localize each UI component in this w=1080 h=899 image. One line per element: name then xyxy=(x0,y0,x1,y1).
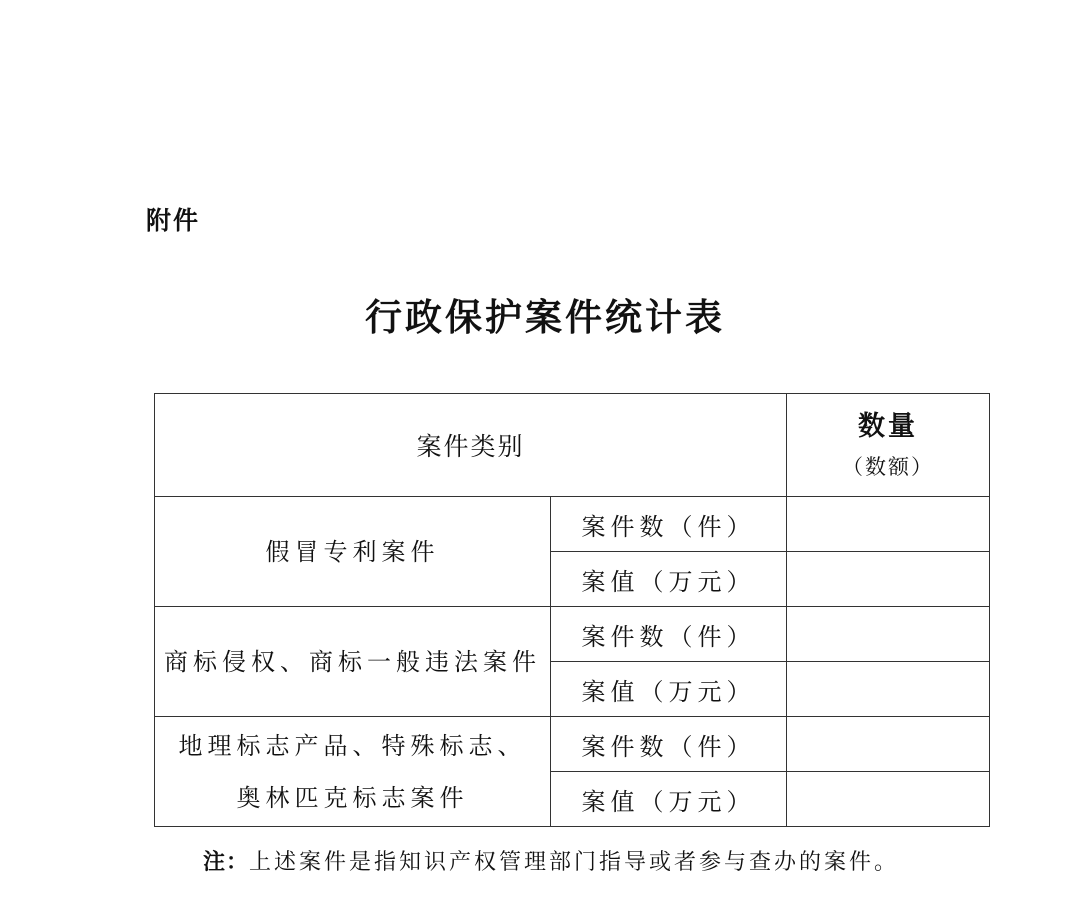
table-row xyxy=(155,717,990,772)
category-line: 商标侵权、商标一般违法案件 xyxy=(164,647,541,676)
footnote-text: 上述案件是指知识产权管理部门指导或者参与查办的案件。 xyxy=(249,850,900,875)
header-quantity xyxy=(787,394,990,497)
metric-cell: 案件数（件） xyxy=(551,607,787,662)
table-row xyxy=(155,607,990,662)
category-line: 假冒专利案件 xyxy=(265,537,440,566)
metric-cell: 案值（万元） xyxy=(551,552,787,607)
attachment-label: 附件 xyxy=(146,206,201,235)
header-category: 案件类别 xyxy=(155,394,787,497)
category-cell xyxy=(155,717,551,827)
value-cell xyxy=(787,552,990,607)
table-row xyxy=(155,497,990,552)
value-cell xyxy=(787,497,990,552)
value-cell xyxy=(787,717,990,772)
header-quantity-subtitle: （数额） xyxy=(842,455,935,479)
metric-cell: 案件数（件） xyxy=(551,497,787,552)
page-title: 行政保护案件统计表 xyxy=(365,296,725,339)
category-line: 地理标志产品、特殊标志、 xyxy=(178,731,527,760)
footnote xyxy=(203,846,899,880)
metric-cell: 案值（万元） xyxy=(551,772,787,827)
value-cell xyxy=(787,662,990,717)
footnote-label: 注： xyxy=(203,850,250,875)
category-cell xyxy=(155,497,551,607)
statistics-table xyxy=(154,393,990,827)
category-cell xyxy=(155,607,551,717)
header-quantity-title: 数量 xyxy=(858,411,919,442)
value-cell xyxy=(787,772,990,827)
category-line: 奥林匹克标志案件 xyxy=(236,783,469,812)
table-header-row xyxy=(155,394,990,497)
value-cell xyxy=(787,607,990,662)
metric-cell: 案值（万元） xyxy=(551,662,787,717)
metric-cell: 案件数（件） xyxy=(551,717,787,772)
